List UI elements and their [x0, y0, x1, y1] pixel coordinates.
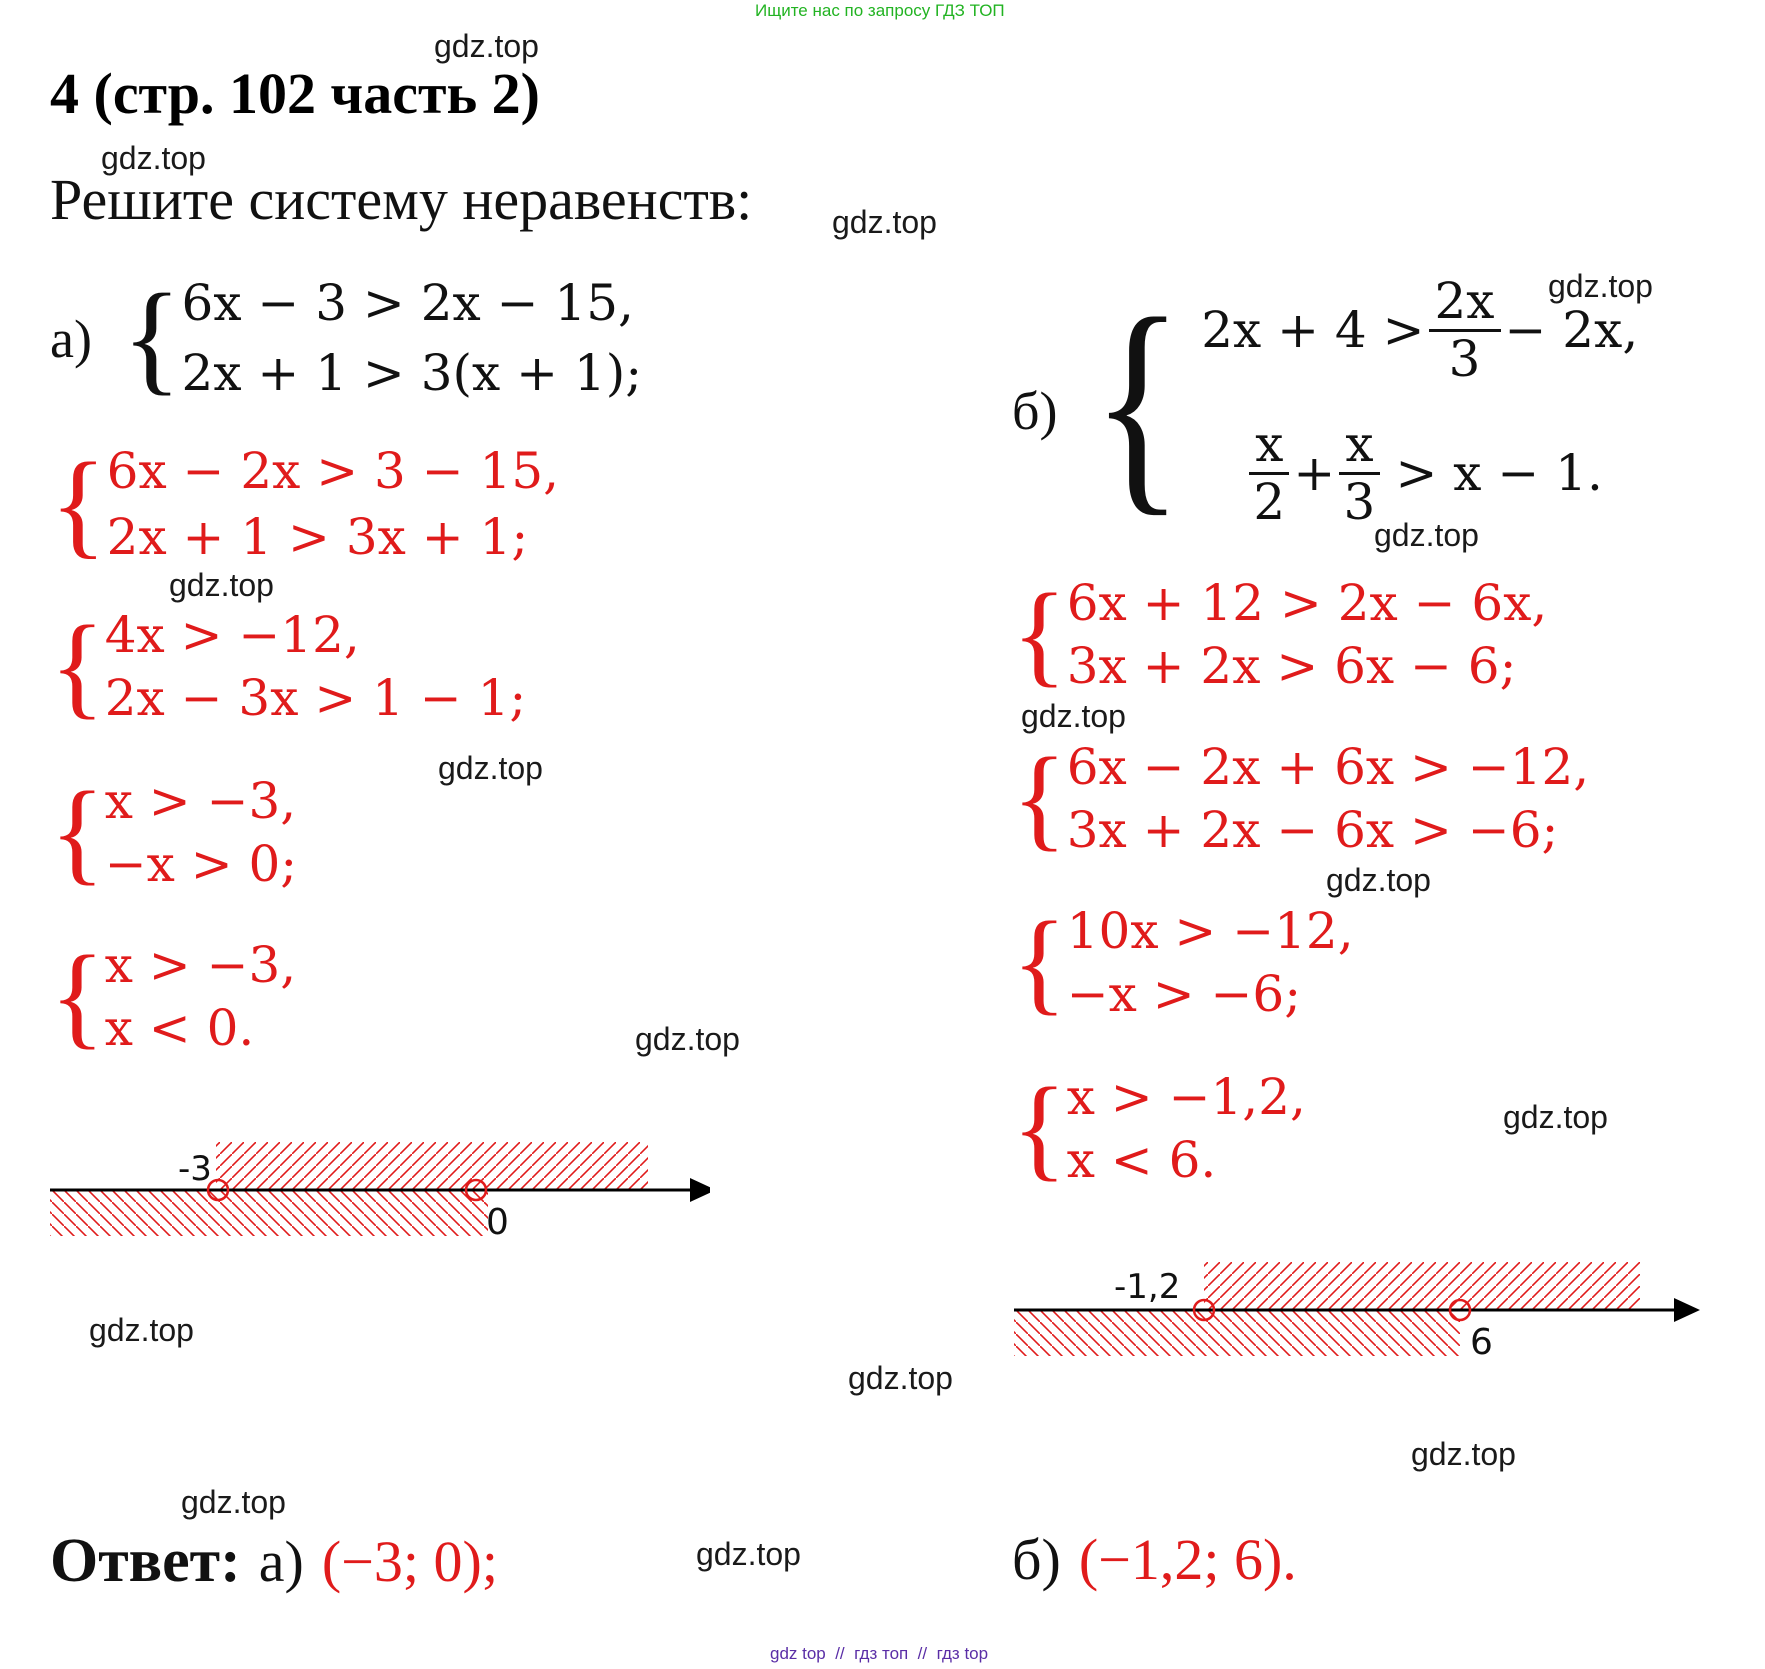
brace-icon: { [50, 768, 105, 895]
hatch-region-x-gt-left [216, 1142, 648, 1190]
equation-line: 2x + 1 > 3(x + 1); [181, 343, 643, 402]
equation-line: x > −3, [104, 936, 297, 994]
watermark: gdz.top [101, 140, 206, 176]
watermark: gdz.top [1411, 1436, 1516, 1472]
footer-text: gdz top // гдз топ // гдз top [770, 1644, 989, 1663]
watermark: gdz.top [848, 1360, 953, 1396]
equation-line [1201, 274, 1638, 387]
watermark: gdz.top [434, 28, 539, 64]
part-a-step-3 [50, 770, 297, 894]
watermark: gdz.top [696, 1536, 801, 1572]
fraction-numerator: x [1339, 417, 1379, 475]
brace-icon: { [50, 602, 105, 729]
fraction [1249, 417, 1289, 530]
watermark: gdz.top [635, 1021, 740, 1057]
fraction [1429, 274, 1501, 387]
part-b-label: б) [1012, 381, 1058, 441]
part-a-step-4 [50, 934, 296, 1058]
equation-line: x > −3, [104, 772, 297, 830]
watermark: gdz.top [1548, 268, 1653, 304]
equation-line: x < 6. [1066, 1130, 1217, 1189]
hatch-region-x-gt-left [1204, 1262, 1640, 1310]
hatch-region-x-lt-right [1014, 1310, 1460, 1356]
watermark: gdz.top [181, 1484, 286, 1520]
plus-sign: + [1293, 444, 1336, 503]
watermark: gdz.top [1021, 698, 1126, 734]
given-b-line1-right: − 2x, [1504, 301, 1639, 360]
answer-label: Ответ: [50, 1527, 241, 1595]
equation-line: x < 0. [104, 998, 255, 1057]
equation-line: 2x + 1 > 3x + 1; [106, 507, 529, 566]
brace-icon: { [1012, 1064, 1067, 1191]
equation-line: 6x − 3 > 2x − 15, [181, 274, 634, 332]
given-b-line1-left: 2x + 4 > [1201, 301, 1425, 360]
fraction-denominator: 3 [1448, 330, 1481, 388]
part-b-step-4 [1012, 1066, 1306, 1190]
answer-a-value: (−3; 0); [321, 1529, 498, 1594]
fraction-denominator: 3 [1343, 473, 1376, 531]
brace-icon: { [50, 438, 107, 569]
fraction-denominator: 2 [1253, 473, 1286, 531]
instruction: Решите систему неравенств: [50, 167, 753, 232]
header-note: Ищите нас по запросу ГДЗ ТОП [755, 1, 1005, 20]
equation-line: 6x − 2x + 6x > −12, [1066, 738, 1590, 796]
tick-label: 6 [1470, 1322, 1493, 1360]
equation-line: x > −1,2, [1066, 1068, 1306, 1126]
equation-line: 3x + 2x > 6x − 6; [1066, 636, 1517, 695]
part-a-given-system [122, 269, 643, 406]
watermark: gdz.top [169, 567, 274, 603]
equation-line: 10x > −12, [1066, 902, 1354, 960]
page-title: 4 (стр. 102 часть 2) [50, 61, 540, 126]
tick-label: 0 [486, 1202, 509, 1240]
watermark: gdz.top [1374, 517, 1479, 553]
part-b-step-3 [1012, 900, 1354, 1024]
part-b-step-1 [1012, 572, 1547, 696]
fraction-numerator: x [1249, 417, 1289, 475]
watermark: gdz.top [438, 750, 543, 786]
equation-line: 4x > −12, [104, 606, 360, 664]
number-line-a [40, 1130, 710, 1240]
brace-icon: { [1012, 734, 1067, 861]
brace-icon: { [1012, 570, 1067, 697]
part-a-label: а) [50, 309, 92, 369]
equation-line: 6x − 2x > 3 − 15, [106, 442, 560, 500]
brace-icon: { [50, 932, 105, 1059]
answer-b-value: (−1,2; 6). [1078, 1527, 1297, 1592]
equation-line: 6x + 12 > 2x − 6x, [1066, 574, 1548, 632]
hatch-region-x-lt-right [50, 1190, 488, 1236]
watermark: gdz.top [1326, 862, 1431, 898]
part-a-step-1 [50, 440, 559, 568]
equation-line: 2x − 3x > 1 − 1; [104, 668, 527, 727]
tick-label: -3 [178, 1149, 212, 1189]
arrow-icon [690, 1178, 710, 1202]
number-line-b [1004, 1250, 1704, 1360]
watermark: gdz.top [1503, 1099, 1608, 1135]
watermark: gdz.top [89, 1312, 194, 1348]
fraction [1339, 417, 1379, 530]
watermark: gdz.top [832, 204, 937, 240]
answer-b-label: б) [1012, 1527, 1061, 1592]
given-b-line2-right: > x − 1. [1395, 444, 1603, 503]
brace-icon: { [122, 269, 182, 406]
answer-row-b [1012, 1526, 1297, 1593]
answer-row [50, 1526, 498, 1597]
part-a-step-2 [50, 604, 526, 728]
arrow-icon [1674, 1298, 1700, 1322]
brace-icon: { [1091, 269, 1184, 535]
equation-line: 3x + 2x − 6x > −6; [1066, 800, 1559, 859]
part-b-step-2 [1012, 736, 1589, 860]
brace-icon: { [1012, 898, 1067, 1025]
equation-line: −x > 0; [104, 834, 298, 893]
tick-label: -1,2 [1114, 1267, 1181, 1307]
answer-a-label: а) [258, 1529, 304, 1594]
equation-line [1201, 417, 1638, 530]
equation-line: −x > −6; [1066, 964, 1302, 1023]
fraction-numerator: 2x [1429, 274, 1501, 332]
